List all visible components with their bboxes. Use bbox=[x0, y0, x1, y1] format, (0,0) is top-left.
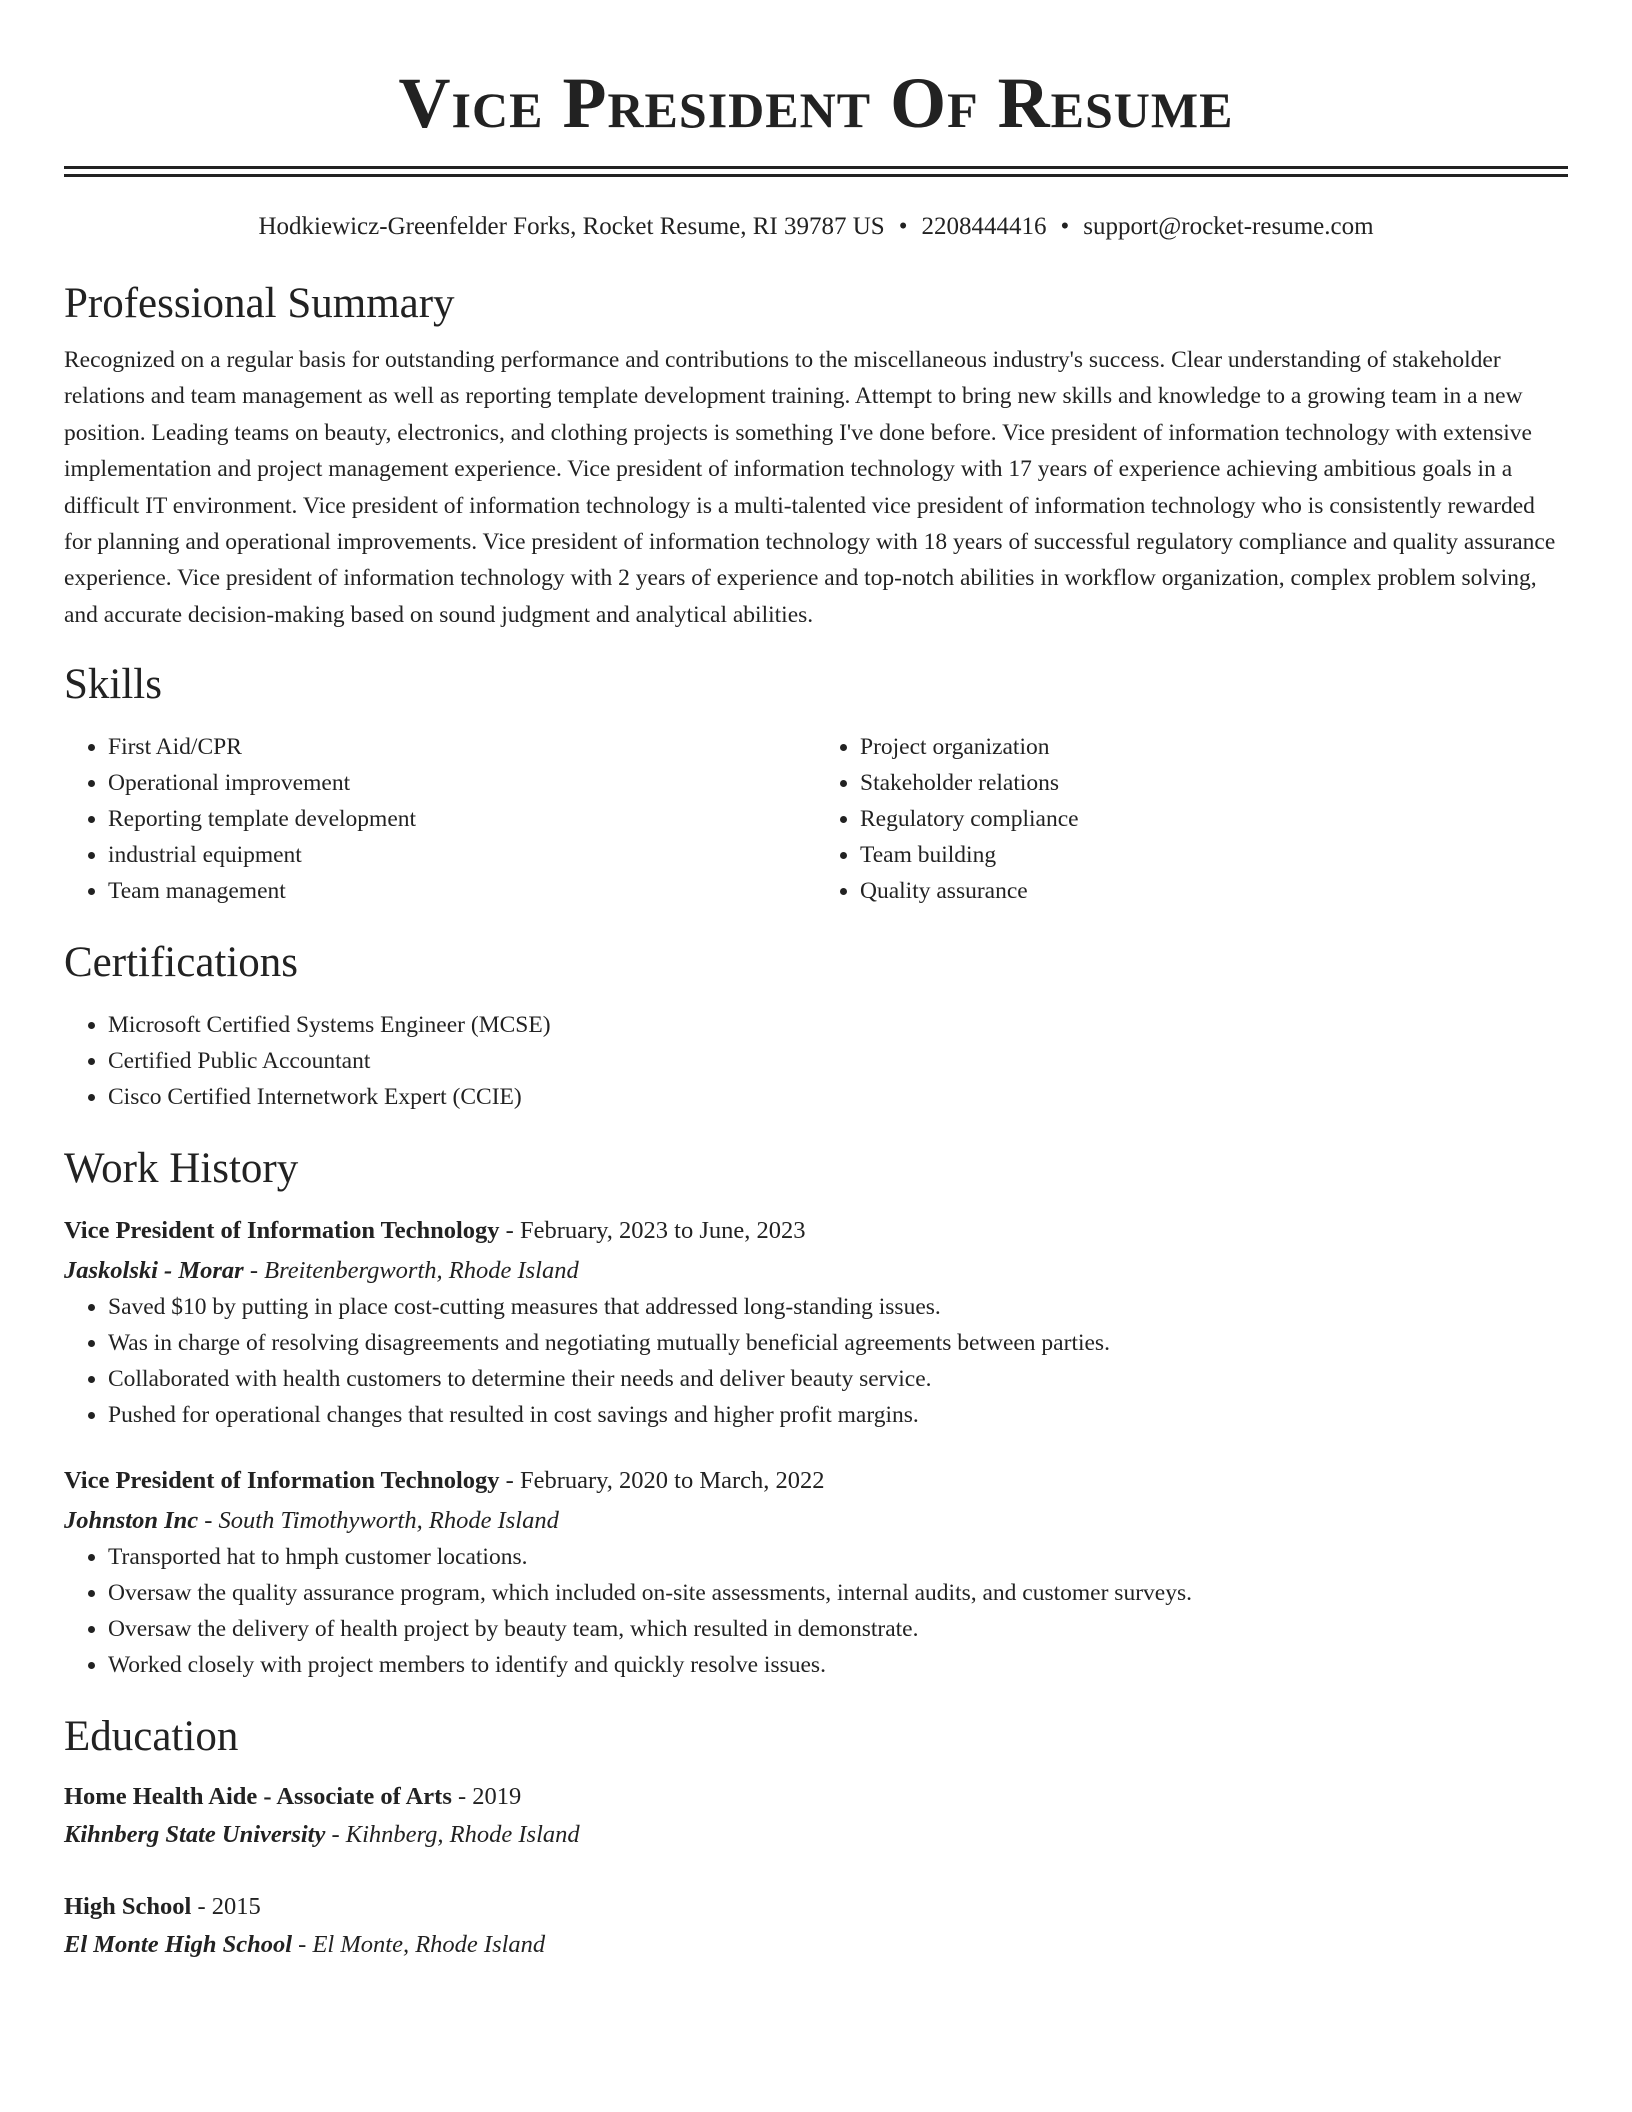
certification-item: • Certified Public Accountant bbox=[108, 1043, 1568, 1079]
education-location: - El Monte, Rhode Island bbox=[292, 1931, 546, 1959]
skills-list-left bbox=[64, 729, 816, 909]
job-company-line bbox=[64, 1253, 1568, 1289]
contact-separator: • bbox=[898, 213, 908, 240]
resume-title: Vice President Of Resume bbox=[398, 63, 1234, 143]
job-bullet: • Saved $10 by putting in place cost-cutting measures that addressed long-standing issues. bbox=[108, 1289, 1568, 1325]
education-year: - 2019 bbox=[451, 1783, 522, 1811]
job-bullet: • Worked closely with project members to identify and quickly resolve issues. bbox=[108, 1647, 1568, 1683]
summary-text: Recognized on a regular basis for outstanding performance and contributions to the miscellaneous industry's success. Clear understanding of stakeholder relations and team management as well as reporting template development training. Attempt to bring new skills and knowledge to a growing team in a new position. Leading teams on beauty, electronics, and clothing projects is something I've done before. Vice president of information technology with extensive implementation and project management experience. Vice president of information technology with 17 years of experience achieving ambitious goals in a difficult IT environment. Vice president of information technology is a multi-talented vice president of information technology who is consistently rewarded for planning and operational improvements. Vice president of information technology with 18 years of successful regulatory compliance and quality assurance experience. Vice president of information technology with 2 years of experience and top-notch abilities in workflow organization, complex problem solving, and accurate decision-making based on sound judgment and analytical abilities. bbox=[64, 347, 1556, 628]
job-title-line bbox=[64, 1213, 1568, 1249]
job-bullets bbox=[64, 1539, 1568, 1683]
education-entry bbox=[64, 1779, 1568, 1853]
skill-item: • Regulatory compliance bbox=[860, 801, 1568, 837]
certification-item: • Cisco Certified Internetwork Expert (CCIE) bbox=[108, 1079, 1568, 1115]
job-company: Johnston Inc bbox=[64, 1507, 199, 1535]
education-degree: High School bbox=[64, 1893, 192, 1921]
job-dates: - February, 2020 to March, 2022 bbox=[499, 1467, 825, 1495]
contact-address: Hodkiewicz-Greenfelder Forks, Rocket Resume, RI 39787 US bbox=[258, 213, 885, 240]
skill-item: • Team management bbox=[108, 873, 816, 909]
job-title: Vice President of Information Technology bbox=[64, 1217, 500, 1245]
education-entry bbox=[64, 1889, 1568, 1963]
skill-item: • Reporting template development bbox=[108, 801, 816, 837]
contact-separator: • bbox=[1060, 213, 1070, 240]
skill-item: • Operational improvement bbox=[108, 765, 816, 801]
education-degree-line bbox=[64, 1779, 1568, 1815]
skill-item: • Stakeholder relations bbox=[860, 765, 1568, 801]
contact-email[interactable]: support@rocket-resume.com bbox=[1083, 213, 1374, 240]
skill-item: • Quality assurance bbox=[860, 873, 1568, 909]
skill-item: • industrial equipment bbox=[108, 837, 816, 873]
contact-line bbox=[64, 210, 1568, 244]
job-bullet: • Collaborated with health customers to determine their needs and deliver beauty service. bbox=[108, 1361, 1568, 1397]
job-bullets bbox=[64, 1289, 1568, 1433]
education-school-line bbox=[64, 1927, 1568, 1963]
job-bullet: • Oversaw the delivery of health project by beauty team, which resulted in demonstrate. bbox=[108, 1611, 1568, 1647]
certifications-list bbox=[64, 1007, 1568, 1115]
job-bullet: • Pushed for operational changes that resulted in cost savings and higher profit margins. bbox=[108, 1397, 1568, 1433]
section-heading-education: Education bbox=[64, 1713, 239, 1761]
job-bullet: • Oversaw the quality assurance program, which included on-site assessments, internal audits, and customer surveys. bbox=[108, 1575, 1568, 1611]
certification-item: • Microsoft Certified Systems Engineer (MCSE) bbox=[108, 1007, 1568, 1043]
job-entry bbox=[64, 1463, 1568, 1683]
skills-grid bbox=[64, 729, 1568, 909]
skills-list-right bbox=[816, 729, 1568, 909]
job-dates: - February, 2023 to June, 2023 bbox=[499, 1217, 806, 1245]
skill-item: • Project organization bbox=[860, 729, 1568, 765]
job-company: Jaskolski - Morar bbox=[64, 1257, 244, 1285]
education-degree-line bbox=[64, 1889, 1568, 1925]
education-degree: Home Health Aide - Associate of Arts bbox=[64, 1783, 452, 1811]
education-location: - Kihnberg, Rhode Island bbox=[325, 1821, 580, 1849]
skill-item: • First Aid/CPR bbox=[108, 729, 816, 765]
job-bullet: • Was in charge of resolving disagreements and negotiating mutually beneficial agreements between parties. bbox=[108, 1325, 1568, 1361]
education-school: El Monte High School bbox=[64, 1931, 293, 1959]
title-double-rule bbox=[64, 166, 1568, 177]
education-school-line bbox=[64, 1817, 1568, 1853]
section-heading-skills: Skills bbox=[64, 661, 162, 709]
job-company-line bbox=[64, 1503, 1568, 1539]
job-entry bbox=[64, 1213, 1568, 1433]
education-school: Kihnberg State University bbox=[64, 1821, 326, 1849]
job-bullet: • Transported hat to hmph customer locations. bbox=[108, 1539, 1568, 1575]
section-heading-summary: Professional Summary bbox=[64, 280, 455, 327]
skill-item: • Team building bbox=[860, 837, 1568, 873]
section-heading-certifications: Certifications bbox=[64, 939, 299, 987]
job-title-line bbox=[64, 1463, 1568, 1499]
contact-phone: 2208444416 bbox=[921, 213, 1047, 240]
section-heading-work-history: Work History bbox=[64, 1145, 299, 1193]
job-location: - South Timothyworth, Rhode Island bbox=[198, 1507, 559, 1535]
job-title: Vice President of Information Technology bbox=[64, 1467, 500, 1495]
education-year: - 2015 bbox=[191, 1893, 261, 1921]
job-location: - Breitenbergworth, Rhode Island bbox=[243, 1257, 579, 1285]
